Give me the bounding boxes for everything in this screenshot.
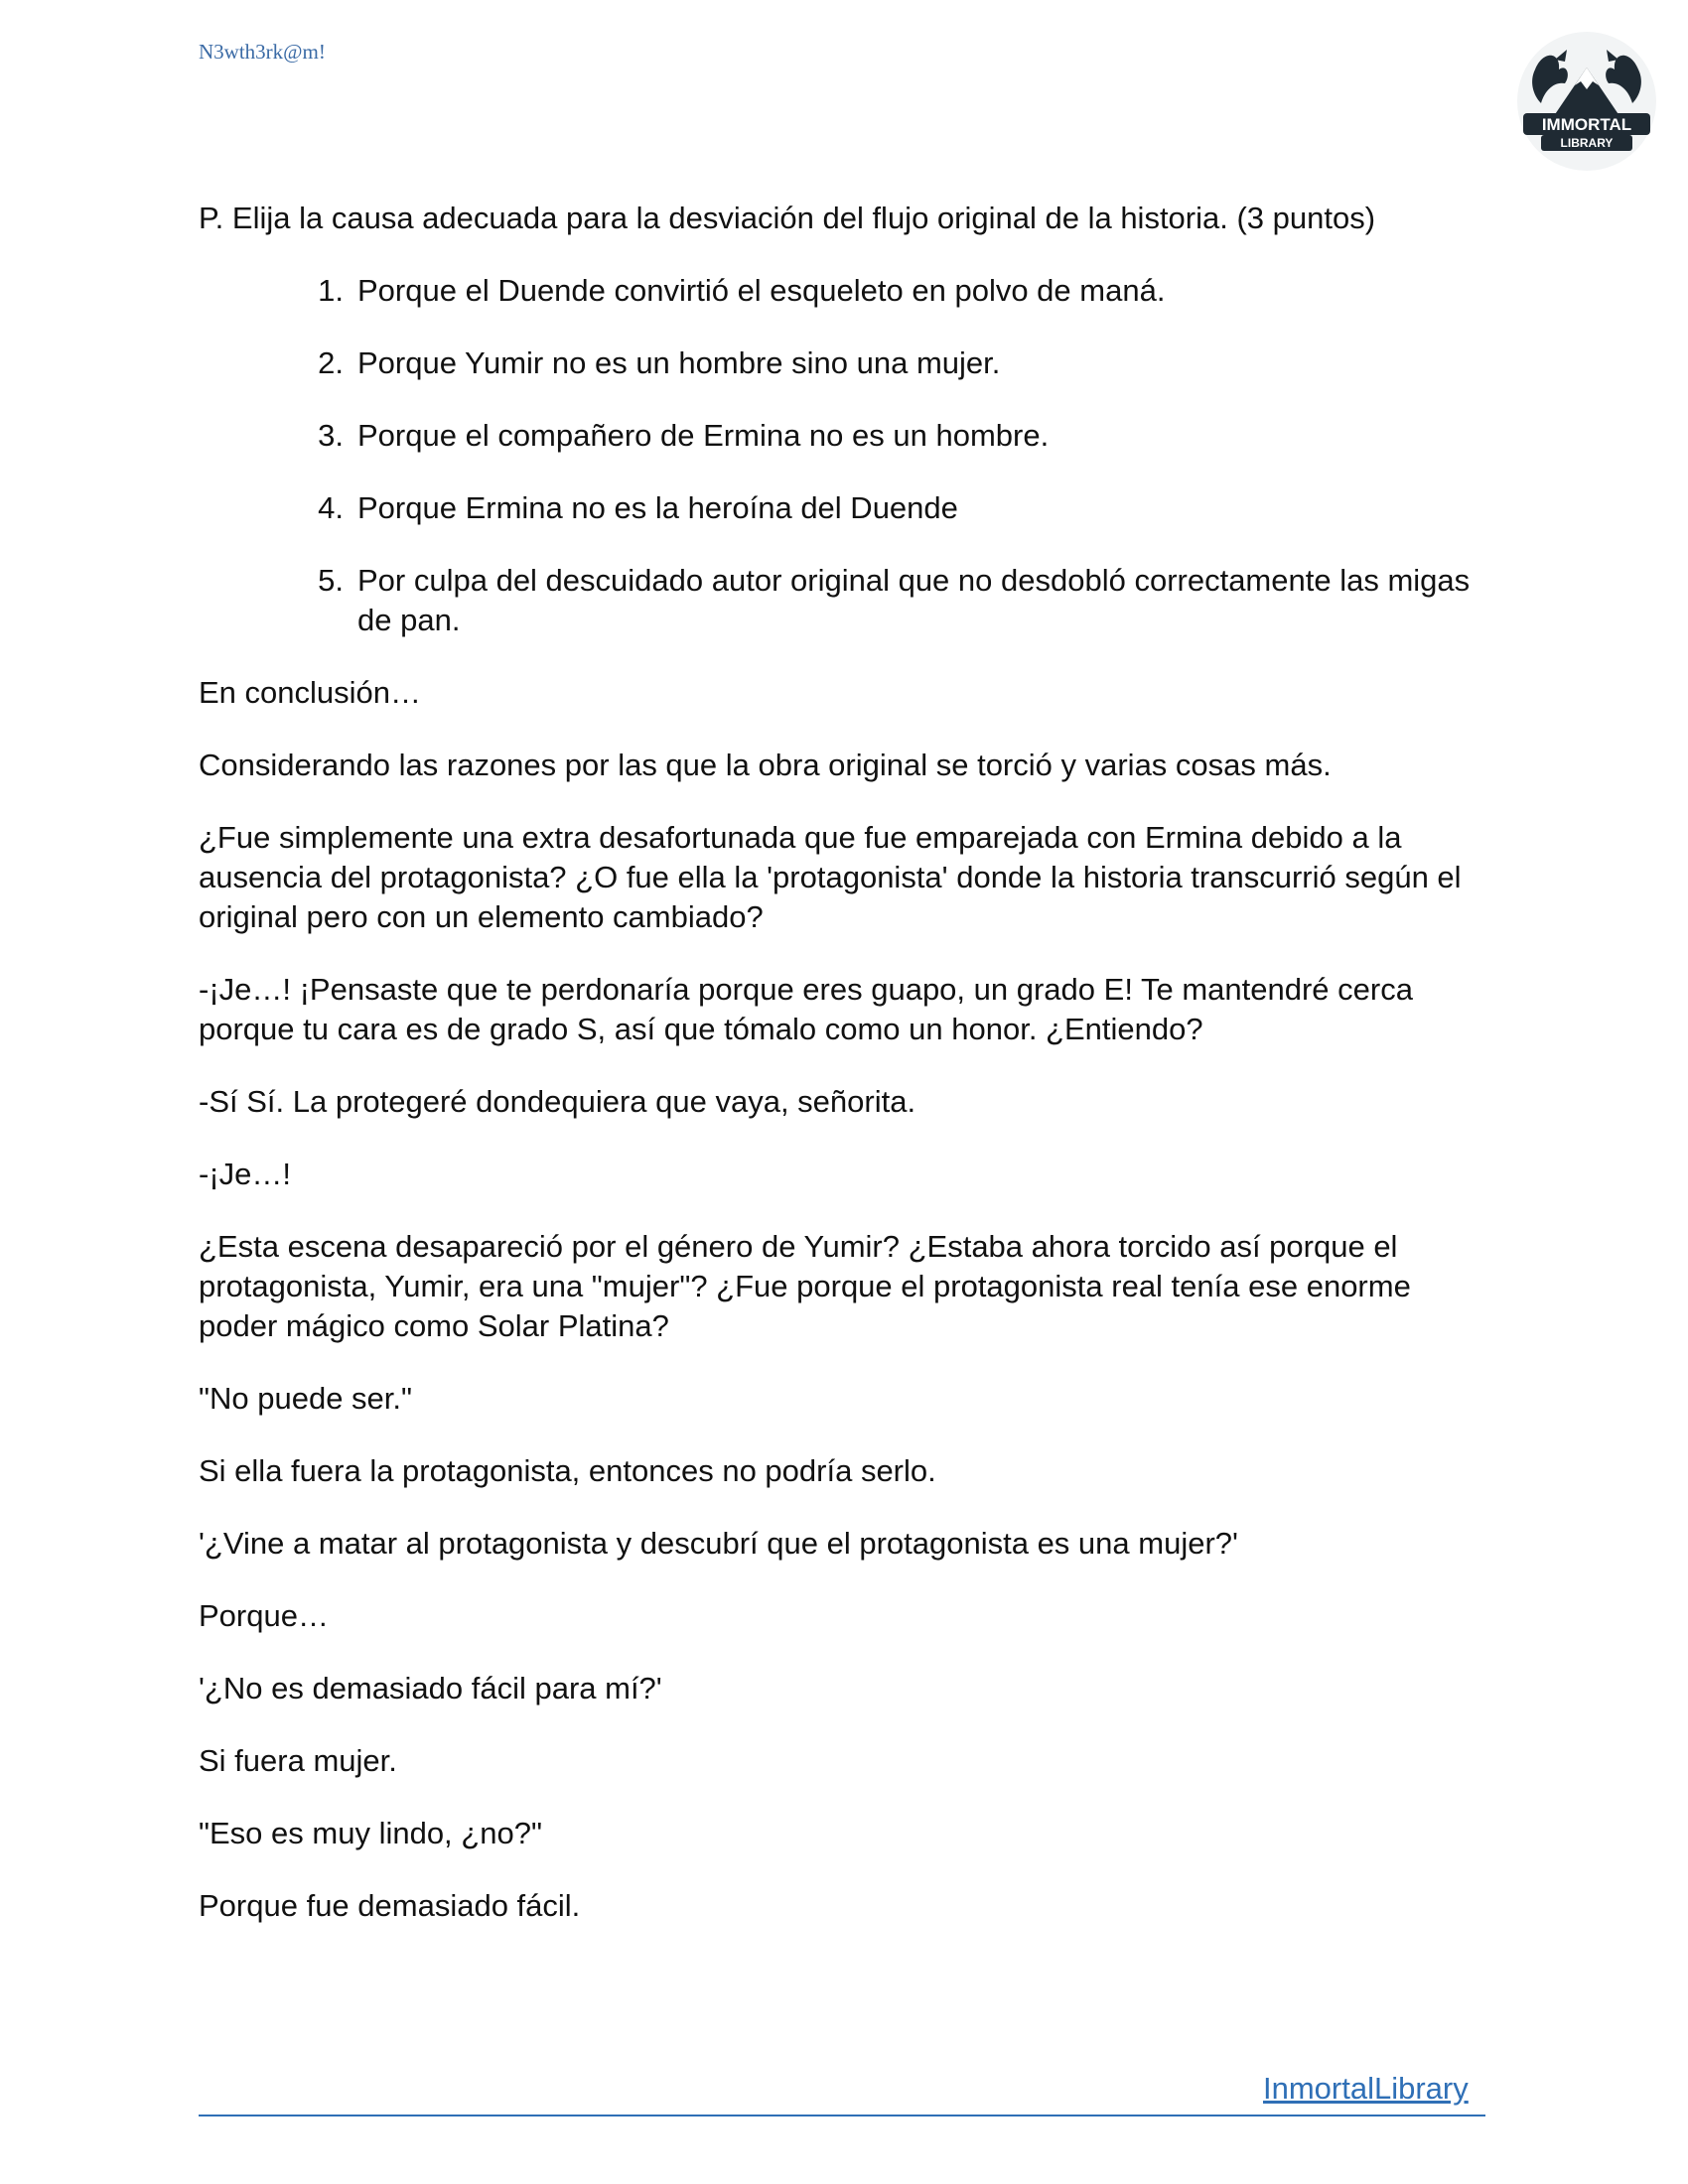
logo-line2: LIBRARY (1560, 136, 1614, 150)
paragraph: ¿Fue simplemente una extra desafortunada que fue emparejada con Ermina debido a la ausencia del protagonista? ¿O fue ella la 'protagonista' donde la historia transcurrió según el original pero con un elemento cambiado? (199, 820, 1462, 934)
answer-option (199, 416, 1489, 456)
option-text: Porque Yumir no es un hombre sino una mujer. (357, 345, 1001, 380)
paragraph: Porque… (199, 1598, 329, 1633)
option-number: 3. (318, 418, 344, 453)
paragraph: '¿Vine a matar al protagonista y descubrí que el protagonista es una mujer?' (199, 1526, 1238, 1561)
option-number: 1. (318, 273, 344, 308)
answer-options (199, 271, 1489, 640)
paragraph: "No puede ser." (199, 1381, 413, 1416)
option-text: Porque el Duende convirtió el esqueleto en polvo de maná. (357, 273, 1166, 308)
paragraph: '¿No es demasiado fácil para mí?' (199, 1671, 662, 1706)
paragraph: "Eso es muy lindo, ¿no?" (199, 1816, 542, 1850)
footer-divider (199, 2115, 1485, 2116)
option-text: Porque el compañero de Ermina no es un hombre. (357, 418, 1050, 453)
paragraph: Si ella fuera la protagonista, entonces no podría serlo. (199, 1453, 936, 1488)
option-number: 2. (318, 345, 344, 380)
paragraph: Considerando las razones por las que la obra original se torció y varias cosas más. (199, 748, 1332, 782)
logo-emblem-icon (1515, 30, 1658, 173)
immortal-library-logo (1515, 30, 1658, 173)
answer-option (199, 488, 1489, 528)
answer-option (199, 343, 1489, 383)
option-number: 5. (318, 563, 344, 598)
question-text: P. Elija la causa adecuada para la desviación del flujo original de la historia. (3 puntos) (199, 201, 1376, 235)
footer-link[interactable]: InmortalLibrary (1263, 2071, 1469, 2106)
document-body (199, 199, 1489, 1959)
option-text: Porque Ermina no es la heroína del Duende (357, 490, 958, 525)
paragraph: Porque fue demasiado fácil. (199, 1888, 581, 1923)
paragraph: -Sí Sí. La protegeré dondequiera que vaya, señorita. (199, 1084, 916, 1119)
option-number: 4. (318, 490, 344, 525)
paragraph: -¡Je…! (199, 1157, 291, 1191)
answer-option (199, 271, 1489, 311)
header-watermark: N3wth3rk@m! (199, 40, 326, 64)
paragraph: Si fuera mujer. (199, 1743, 397, 1778)
paragraph: ¿Esta escena desapareció por el género de Yumir? ¿Estaba ahora torcido así porque el protagonista, Yumir, era una "mujer"? ¿Fue porque el protagonista real tenía ese enorme poder mágico como Solar Platina? (199, 1229, 1411, 1343)
paragraph: -¡Je…! ¡Pensaste que te perdonaría porque eres guapo, un grado E! Te mantendré cerca porque tu cara es de grado S, así que tómalo como un honor. ¿Entiendo? (199, 972, 1413, 1046)
paragraph: En conclusión… (199, 675, 422, 710)
logo-line1: IMMORTAL (1541, 115, 1632, 134)
option-text: Por culpa del descuidado autor original que no desdobló correctamente las migas de pan. (357, 563, 1471, 637)
answer-option (199, 561, 1489, 640)
